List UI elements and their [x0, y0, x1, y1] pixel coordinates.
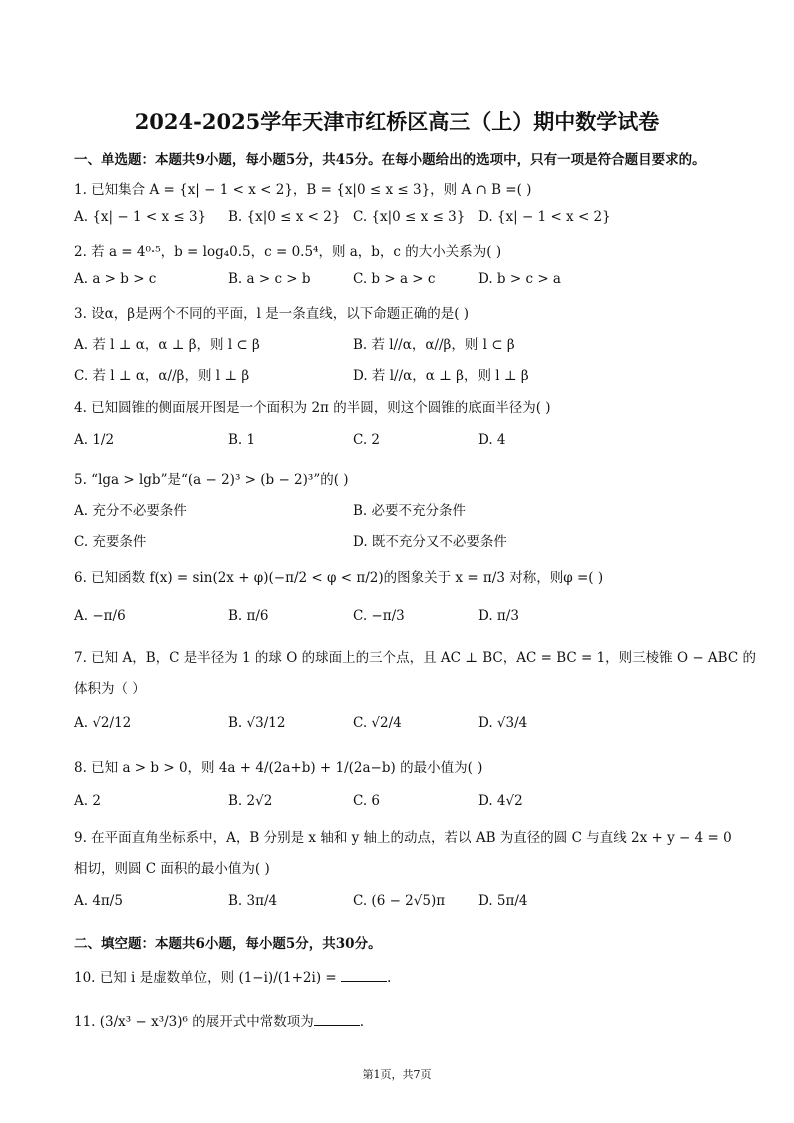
question-7-stem-continued: 体积为（ ） [74, 681, 146, 697]
question-4-option-a: A. 1/2 [74, 432, 115, 448]
question-5-option-a: A. 充分不必要条件 [74, 503, 187, 519]
question-7-option-c: C. √2/4 [353, 715, 402, 731]
question-10-stem: 10. 已知 i 是虚数单位，则 (1−i)/(1+2i) = [74, 970, 341, 986]
question-5-option-c: C. 充要条件 [74, 534, 147, 550]
question-6-option-a: A. −π/6 [74, 608, 126, 624]
question-7-option-b: B. √3/12 [228, 715, 286, 731]
question-3-option-c: C. 若 l ⊥ α，α//β，则 l ⊥ β [74, 368, 250, 384]
question-8-option-a: A. 2 [74, 793, 101, 809]
question-1-stem: 1. 已知集合 A = {x| − 1 < x < 2}，B = {x|0 ≤ x ≤ 3}，则 A ∩ B =( ) [74, 182, 532, 198]
question-6-option-b: B. π/6 [228, 608, 269, 624]
question-2-option-b: B. a > c > b [228, 271, 311, 287]
question-7-option-d: D. √3/4 [478, 715, 528, 731]
question-7-stem: 7. 已知 A，B，C 是半径为 1 的球 O 的球面上的三个点，且 AC ⊥ BC，AC = BC = 1，则三棱锥 O − ABC 的 [74, 650, 756, 666]
section-heading-single-choice: 一、单选题：本题共9小题，每小题5分，共45分。在每小题给出的选项中，只有一项是符合题目要求的。 [74, 152, 706, 168]
question-9-option-d: D. 5π/4 [478, 893, 528, 909]
page-footer: 第1页，共7页 [362, 1068, 432, 1081]
question-8-option-b: B. 2√2 [228, 793, 273, 809]
question-3-option-a: A. 若 l ⊥ α，α ⊥ β，则 l ⊂ β [74, 337, 260, 353]
question-5-option-b: B. 必要不充分条件 [353, 503, 467, 519]
question-2-option-a: A. a > b > c [74, 271, 157, 287]
question-11-stem: 11. (3/x³ − x³/3)⁶ 的展开式中常数项为 [74, 1014, 314, 1030]
page-title: 2024-2025学年天津市红桥区高三（上）期中数学试卷 [134, 109, 660, 134]
question-10-end: . [387, 970, 392, 986]
question-9-option-b: B. 3π/4 [228, 893, 278, 909]
question-8-option-d: D. 4√2 [478, 793, 523, 809]
question-9-option-c: C. (6 − 2√5)π [353, 893, 446, 909]
question-8-stem: 8. 已知 a > b > 0，则 4a + 4/(2a+b) + 1/(2a−b) 的最小值为( ) [74, 760, 483, 776]
answer-blank [314, 1013, 360, 1026]
answer-blank [341, 969, 387, 982]
question-6-option-d: D. π/3 [478, 608, 519, 624]
question-9-stem: 9. 在平面直角坐标系中，A，B 分别是 x 轴和 y 轴上的动点，若以 AB 为直径的圆 C 与直线 2x + y − 4 = 0 [74, 830, 732, 846]
question-1-option-a: A. {x| − 1 < x ≤ 3} [74, 209, 207, 225]
question-4-option-d: D. 4 [478, 432, 506, 448]
question-4-option-c: C. 2 [353, 432, 381, 448]
question-8-option-c: C. 6 [353, 793, 381, 809]
question-11-end: . [359, 1014, 365, 1030]
question-11 [74, 1010, 364, 1030]
question-2-option-c: C. b > a > c [353, 271, 436, 287]
question-6-stem: 6. 已知函数 f(x) = sin(2x + φ)(−π/2 < φ < π/2)的图象关于 x = π/3 对称，则φ =( ) [74, 570, 604, 586]
question-2-option-d: D. b > c > a [478, 271, 561, 287]
question-6-option-c: C. −π/3 [353, 608, 405, 624]
question-3-stem: 3. 设α，β是两个不同的平面，l 是一条直线，以下命题正确的是( ) [74, 306, 470, 322]
question-1-option-d: D. {x| − 1 < x < 2} [478, 209, 611, 225]
question-9-option-a: A. 4π/5 [74, 893, 123, 909]
question-2-stem: 2. 若 a = 4⁰·⁵，b = log₄0.5，c = 0.5⁴，则 a，b，c 的大小关系为( ) [74, 244, 502, 260]
question-10 [74, 966, 391, 986]
question-3-option-b: B. 若 l//α，α//β，则 l ⊂ β [353, 337, 515, 353]
question-4-stem: 4. 已知圆锥的侧面展开图是一个面积为 2π 的半圆，则这个圆锥的底面半径为( ) [74, 400, 551, 416]
question-4-option-b: B. 1 [228, 432, 256, 448]
question-7-option-a: A. √2/12 [74, 715, 132, 731]
question-9-stem-continued: 相切，则圆 C 面积的最小值为( ) [74, 861, 270, 877]
question-3-option-d: D. 若 l//α，α ⊥ β，则 l ⊥ β [353, 368, 529, 384]
question-1-option-c: C. {x|0 ≤ x ≤ 3} [353, 209, 466, 225]
question-1-option-b: B. {x|0 ≤ x < 2} [228, 209, 341, 225]
question-5-stem: 5. “lga > lgb”是“(a − 2)³ > (b − 2)³”的( ) [74, 472, 349, 488]
question-5-option-d: D. 既不充分又不必要条件 [353, 534, 507, 550]
section-heading-fill-blank: 二、填空题：本题共6小题，每小题5分，共30分。 [74, 936, 382, 952]
